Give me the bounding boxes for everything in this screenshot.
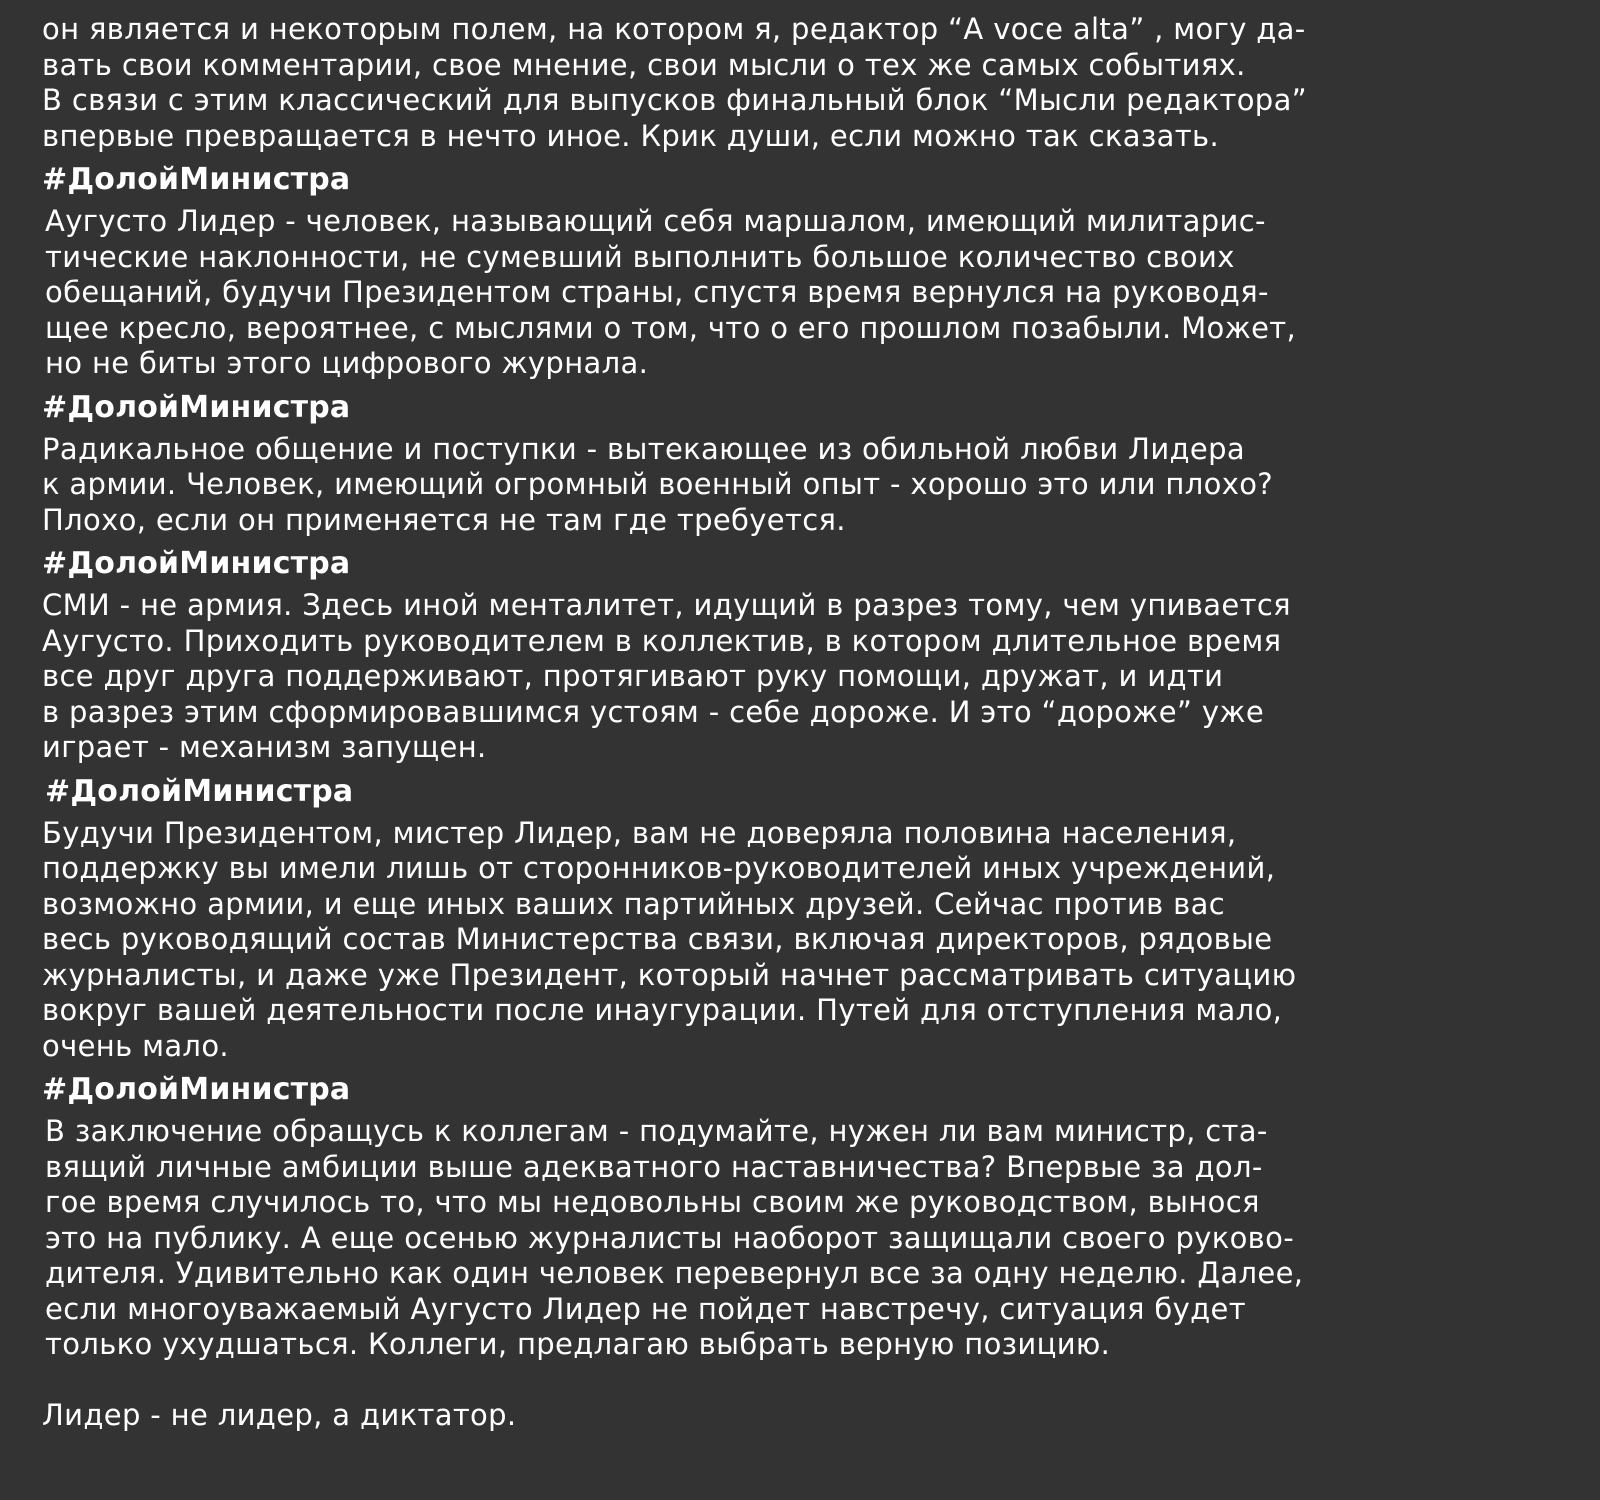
text-line: Радикальное общение и поступки - вытекающее из обильной любви Лидера [42, 431, 1245, 466]
text-line: вать свои комментарии, свое мнение, свои мысли о тех же самых событиях. [42, 47, 1246, 82]
text-line: журналисты, и даже уже Президент, который начнет рассматривать ситуацию [42, 957, 1297, 992]
article-body [42, 12, 1572, 1433]
hashtag-heading: #ДолойМинистра [42, 1072, 351, 1107]
paragraph-spacer [42, 1363, 1572, 1398]
section-paragraph [42, 588, 1572, 766]
text-line: очень мало. [42, 1028, 229, 1063]
text-line: он является и некоторым полем, на котором я, редактор “A voce alta” , могу да- [42, 12, 1306, 46]
hashtag-heading: #ДолойМинистра [42, 546, 351, 581]
text-line: обещаний, будучи Президентом страны, спустя время вернулся на руководя- [45, 275, 1269, 309]
text-line: Аугусто Лидер - человек, называющий себя маршалом, имеющий милитарис- [45, 204, 1266, 238]
text-line: гое время случилось то, что мы недовольны своим же руководством, вынося [45, 1185, 1260, 1219]
text-line: но не биты этого цифрового журнала. [45, 346, 649, 380]
hashtag-heading: #ДолойМинистра [42, 162, 351, 197]
section-paragraph [42, 432, 1572, 539]
text-line: впервые превращается в нечто иное. Крик души, если можно так сказать. [42, 118, 1220, 153]
text-line: весь руководящий состав Министерства связи, включая директоров, рядовые [42, 922, 1273, 956]
text-line: Аугусто. Приходить руководителем в коллектив, в котором длительное время [42, 623, 1282, 658]
text-line: поддержку вы имели лишь от сторонников-руководителей иных учреждений, [42, 851, 1276, 885]
section-paragraph [42, 1114, 1572, 1363]
text-line: вящий личные амбиции выше адекватного наставничества? Впервые за дол- [45, 1149, 1263, 1184]
text-line: к армии. Человек, имеющий огромный военный опыт - хорошо это или плохо? [42, 467, 1274, 501]
text-line: тические наклонности, не сумевший выполнить большое количество своих [45, 239, 1235, 274]
text-line: в разрез этим сформировавшимся устоям - себе дороже. И это “дороже” уже [42, 694, 1265, 729]
text-line: только ухудшаться. Коллеги, предлагаю выбрать верную позицию. [45, 1327, 1111, 1361]
text-line: возможно армии, и еще иных ваших партийных друзей. Сейчас против вас [42, 886, 1226, 921]
text-line: В заключение обращусь к коллегам - подумайте, нужен ли вам министр, ста- [45, 1114, 1268, 1148]
hashtag-heading: #ДолойМинистра [42, 389, 351, 425]
hashtag-heading: #ДолойМинистра [45, 773, 354, 809]
intro-paragraph [42, 12, 1572, 154]
text-line: это на публику. А еще осенью журналисты наоборот защищали своего руково- [45, 1220, 1295, 1255]
text-line: все друг друга поддерживают, протягивают руку помощи, дружат, и идти [42, 659, 1224, 693]
section-paragraph [42, 816, 1572, 1065]
text-line: СМИ - не армия. Здесь иной менталитет, идущий в разрез тому, чем упивается [42, 588, 1291, 622]
closing-line: Лидер - не лидер, а диктатор. [42, 1397, 517, 1432]
text-line: Плохо, если он применяется не там где требуется. [42, 502, 846, 537]
text-line: если многоуважаемый Аугусто Лидер не пойдет навстречу, ситуация будет [45, 1291, 1246, 1326]
text-line: В связи с этим классический для выпусков финальный блок “Мысли редактора” [42, 83, 1308, 117]
text-line: Будучи Президентом, мистер Лидер, вам не доверяла половина населения, [42, 815, 1237, 850]
closing-statement [42, 1398, 1572, 1434]
section-paragraph [42, 204, 1572, 382]
text-line: вокруг вашей деятельности после инаугурации. Путей для отступления мало, [42, 993, 1283, 1027]
text-line: дителя. Удивительно как один человек перевернул все за одну неделю. Далее, [45, 1256, 1304, 1290]
text-line: щее кресло, вероятнее, с мыслями о том, что о его прошлом позабыли. Может, [45, 310, 1297, 345]
text-line: играет - механизм запущен. [42, 730, 487, 764]
